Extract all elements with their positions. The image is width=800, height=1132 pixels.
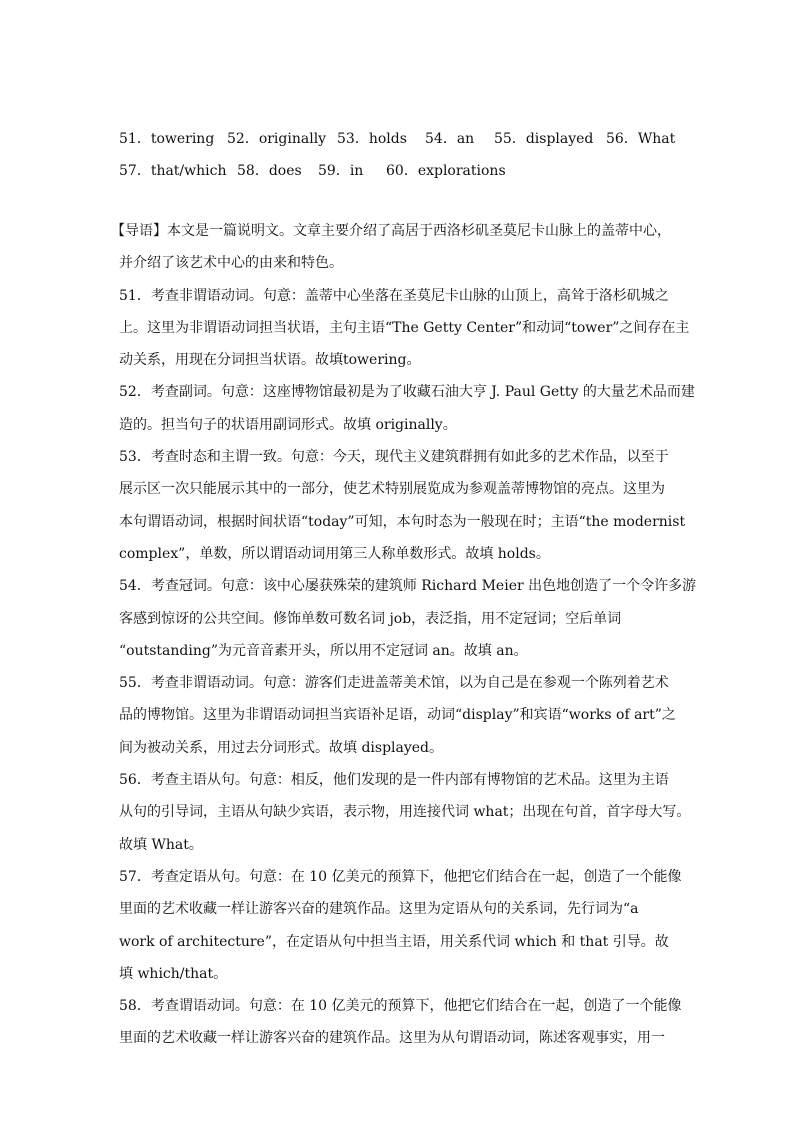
explanation-line: “outstanding”为元音音素开头，所以用不定冠词 an。故填 an。 — [119, 642, 528, 659]
answer-53: 53．holds — [337, 131, 407, 147]
explanation-line: 52．考查副词。句意：这座博物馆最初是为了收藏石油大亨 J. Paul Getty 的大量艺术品而建 — [119, 384, 695, 401]
explanation-line: 58．考查谓语动词。句意：在 10 亿美元的预算下，他把它们结合在一起，创造了一个能像 — [119, 998, 682, 1015]
explanation-line: 里面的艺术收藏一样让游客兴奋的建筑作品。这里为定语从句的关系词，先行词为“a — [119, 901, 639, 918]
answer-51: 51．towering — [119, 131, 215, 147]
answer-59: 59．in — [318, 163, 364, 179]
explanation-line: 53．考查时态和主谓一致。句意：今天，现代主义建筑群拥有如此多的艺术作品，以至于 — [119, 449, 669, 466]
answer-60: 60．explorations — [386, 163, 506, 179]
answer-58: 58．does — [237, 163, 302, 179]
explanation-line: complex”，单数，所以谓语动词用第三人称单数形式。故填 holds。 — [119, 545, 550, 562]
explanation-line: 里面的艺术收藏一样让游客兴奋的建筑作品。这里为从句谓语动词，陈述客观事实，用一 — [119, 1030, 665, 1047]
explanation-line: 并介绍了该艺术中心的由来和特色。 — [119, 255, 343, 272]
explanation-line: 品的博物馆。这里为非谓语动词担当宾语补足语，动词“display”和宾语“works of art”之 — [119, 707, 676, 724]
explanation-line: 51．考查非谓语动词。句意：盖蒂中心坐落在圣莫尼卡山脉的山顶上，高耸于洛杉矶城之 — [119, 287, 669, 304]
explanation-line: 54．考查冠词。句意：该中心屡获殊荣的建筑师 Richard Meier 出色地创造了一个令许多游 — [119, 578, 697, 595]
answer-57: 57．that/which — [119, 163, 227, 179]
answer-52: 52．originally — [227, 131, 327, 147]
explanation-line: 间为被动关系，用过去分词形式。故填 displayed。 — [119, 739, 444, 756]
explanation-line: 本句谓语动词，根据时间状语“today”可知，本句时态为一般现在时；主语“the modernist — [119, 513, 686, 530]
guide-paragraph-line: 【导语】本文是一篇说明文。文章主要介绍了高居于西洛杉矶圣莫尼卡山脉上的盖蒂中心， — [111, 223, 671, 239]
explanation-line: 56．考查主语从句。句意：相反，他们发现的是一件内部有博物馆的艺术品。这里为主语 — [119, 772, 669, 789]
explanation-line: 故填 What。 — [119, 836, 203, 853]
answer-55: 55．displayed — [494, 131, 594, 147]
explanation-line: 动关系，用现在分词担当状语。故填towering。 — [119, 352, 421, 369]
explanation-line: 客感到惊讶的公共空间。修饰单数可数名词 job，表泛指，用不定冠词；空后单词 — [119, 610, 622, 627]
explanation-line: 55．考查非谓语动词。句意：游客们走进盖蒂美术馆，以为自己是在参观一个陈列着艺术 — [119, 675, 669, 692]
answer-56: 56．What — [606, 131, 676, 147]
explanation-line: 上。这里为非谓语动词担当状语，主句主语“The Getty Center”和动词“tower”之间存在主 — [119, 319, 690, 336]
explanation-line: 展示区一次只能展示其中的一部分，使艺术特别展览成为参观盖蒂博物馆的亮点。这里为 — [119, 481, 665, 498]
explanation-line: 从句的引导词，主语从句缺少宾语，表示物，用连接代词 what；出现在句首，首字母大写。 — [119, 804, 691, 821]
explanation-line: 造的。担当句子的状语用副词形式。故填 originally。 — [119, 416, 457, 433]
explanation-line: 填 which/that。 — [119, 965, 228, 982]
explanation-line: work of architecture”，在定语从句中担当主语，用关系代词 which 和 that 引导。故 — [119, 933, 669, 950]
answer-54: 54．an — [425, 131, 475, 147]
explanation-text — [111, 222, 697, 1062]
explanation-line: 57．考查定语从句。句意：在 10 亿美元的预算下，他把它们结合在一起，创造了一个能像 — [119, 868, 682, 885]
